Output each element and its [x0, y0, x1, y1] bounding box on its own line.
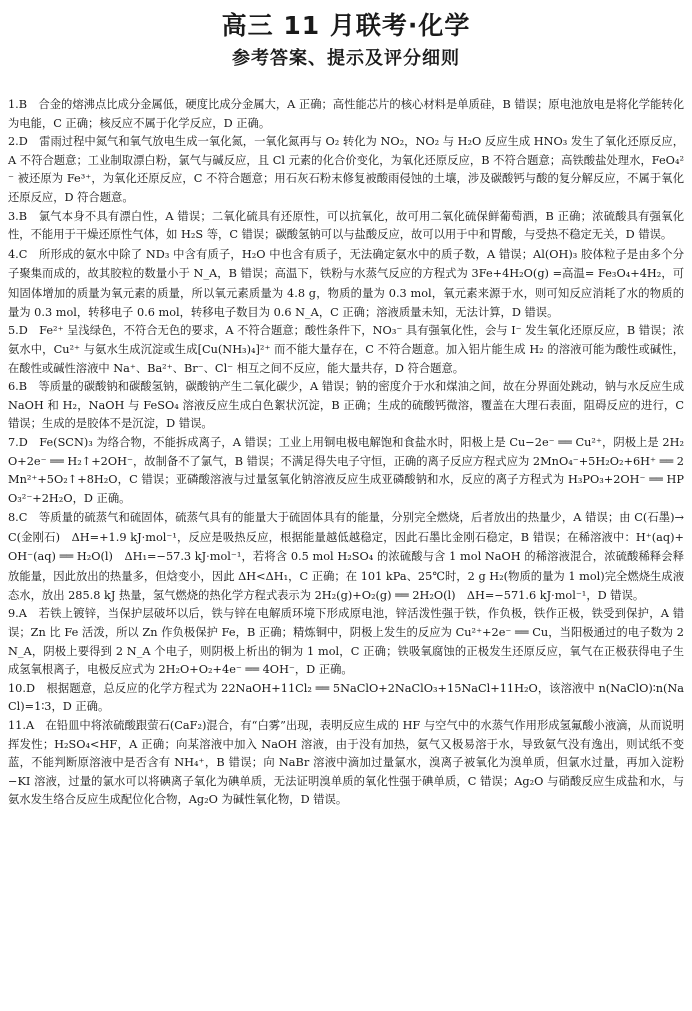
answer-item-8: 8.C 等质量的硫蒸气和硫固体，硫蒸气具有的能量大于硫固体具有的能量，分别完全燃烧，后者放出的热量少，A 错误；由 C(石墨)→C(金刚石) ΔH=+1.9 kJ·mol⁻¹，反应是吸热反应，根据能量越低越稳定，因此石墨比金刚石稳定，B 错误；在稀溶液中：H⁺(aq)+OH⁻(aq) ══ H₂O(l) ΔH₁=−57.3 kJ·mol⁻¹，若将含 0.5 mol H₂SO₄ 的浓硫酸与含 1 mol NaOH 的稀溶液混合，浓硫酸稀释会释放能量，因此放出的热量多，但焓变小，因此 ΔH<ΔH₁，C 正确；在 101 kPa、25℃时，2 g H₂(物质的量为 1 mol)完全燃烧生成液态水，放出 285.8 kJ 热量，氢气燃烧的热化学方程式表示为 2H₂(g)+O₂(g) ══ 2H₂O(l) ΔH=−571.6 kJ·mol⁻¹，D 错误。 — [8, 511, 684, 602]
answer-list — [8, 96, 684, 810]
answer-item-6: 6.B 等质量的碳酸钠和碳酸氢钠，碳酸钠产生二氧化碳少，A 错误；钠的密度介于水和煤油之间，故在分界面处跳动，钠与水反应生成 NaOH 和 H₂，NaOH 与 FeSO₄ 溶液反应生成白色絮状沉淀，B 正确；生成的硫酸钙微溶，覆盖在大理石表面，阻碍反应的进行，C 错误；生成的是胶体不是沉淀，D 错误。 — [8, 380, 684, 431]
document-subtitle: 参考答案、提示及评分细则 — [232, 48, 460, 69]
document-title: 高三 11 月联考·化学 — [221, 11, 471, 40]
answer-item-3: 3.B 氯气本身不具有漂白性，A 错误；二氧化硫具有还原性，可以抗氧化，故可用二氧化硫保鲜葡萄酒，B 正确；浓硫酸具有强氧化性，不能用于干燥还原性气体，如 H₂S 等，C 错误；碳酸氢钠可以与盐酸反应，故可以用于中和胃酸，与受热不稳定无关，D 错误。 — [8, 209, 684, 242]
answer-item-10: 10.D 根据题意，总反应的化学方程式为 22NaOH+11Cl₂ ══ 5NaClO+2NaClO₃+15NaCl+11H₂O，该溶液中 n(NaClO)∶n(NaCl)=1∶3，D 正确。 — [8, 681, 684, 714]
answer-item-4: 4.C 所形成的氨水中除了 ND₃ 中含有质子，H₂O 中也含有质子，无法确定氨水中的质子数，A 错误；Al(OH)₃ 胶体粒子是由多个分子聚集而成的，故其胶粒的数量小于 N_A，B 错误；高温下，铁粉与水蒸气反应的方程式为 3Fe+4H₂O(g) =高温= Fe₃O₄+4H₂，可知固体增加的质量为氧元素的质量，所以氧元素质量为 4.8 g，物质的量为 0.3 mol，氧元素来源于水，则可知反应消耗了水的物质的量为 0.3 mol，转移电子 0.6 mol，转移电子数目为 0.6 N_A，C 正确；溶液质量未知，无法计算，D 错误。 — [8, 247, 684, 319]
answer-item-9: 9.A 若铁上镀锌，当保护层破坏以后，铁与锌在电解质环境下形成原电池，锌活泼性强于铁，作负极，铁作正极，铁受到保护，A 错误；Zn 比 Fe 活泼，所以 Zn 作负极保护 Fe，B 正确；精炼铜中，阴极上发生的反应为 Cu²⁺+2e⁻ ══ Cu，当阳极通过的电子数为 2 N_A，阴极上要得到 2 N_A 个电子，则阴极上析出的铜为 1 mol，C 正确；铁吸氧腐蚀的正极发生还原反应，氧气在正极获得电子生成氢氧根离子，电极反应式为 2H₂O+O₂+4e⁻ ══ 4OH⁻，D 正确。 — [8, 607, 684, 677]
answer-item-7: 7.D Fe(SCN)₃ 为络合物，不能拆成离子，A 错误；工业上用铜电极电解饱和食盐水时，阳极上是 Cu−2e⁻ ══ Cu²⁺，阴极上是 2H₂O+2e⁻ ══ H₂↑+2OH⁻，故制备不了氯气，B 错误；不满足得失电子守恒，正确的离子反应方程式应为 2MnO₄⁻+5H₂O₂+6H⁺ ══ 2Mn²⁺+5O₂↑+8H₂O，C 错误；亚磷酸溶液与过量氢氧化钠溶液反应生成亚磷酸钠和水，反应的离子方程式为 H₃PO₃+2OH⁻ ══ HPO₃²⁻+2H₂O，D 正确。 — [8, 435, 684, 505]
answer-item-1: 1.B 合金的熔沸点比成分金属低，硬度比成分金属大，A 正确；高性能芯片的核心材料是单质硅，B 错误；原电池放电是将化学能转化为电能，C 正确；核反应不属于化学反应，D 正确。 — [8, 98, 684, 130]
answer-item-2: 2.D 雷雨过程中氮气和氧气放电生成一氧化氮，一氧化氮再与 O₂ 转化为 NO₂，NO₂ 与 H₂O 反应生成 HNO₃ 发生了氧化还原反应，A 不符合题意；工业制取漂白粉，氯气与碱反应，且 Cl 元素的化合价变化，为氧化还原反应，B 不符合题意；高铁酸盐处理水，FeO₄²⁻ 被还原为 Fe³⁺，为氧化还原反应，C 不符合题意；用石灰石粉末修复被酸雨侵蚀的土壤，涉及碳酸钙与酸的复分解反应，不属于氧化还原反应，D 符合题意。 — [8, 135, 684, 204]
answer-item-11: 11.A 在铅皿中将浓硫酸跟萤石(CaF₂)混合，有“白雾”出现，表明反应生成的 HF 与空气中的水蒸气作用形成氢氟酸小液滴，从而说明挥发性；H₂SO₄<HF，A 正确；向某溶液中加入 NaOH 溶液，由于没有加热，氨气又极易溶于水，导致氨气没有逸出，则试纸不变蓝，不能判断原溶液中是否含有 NH₄⁺，B 错误；向 NaBr 溶液中滴加过量氯水，溴离子被氧化为溴单质，但氯水过量，再加入淀粉−KI 溶液，过量的氯水可以将碘离子氧化为碘单质，无法证明溴单质的氧化性强于碘单质，C 错误；Ag₂O 与硝酸反应生成盐和水，与氨水发生络合反应生成配位化合物，Ag₂O 为碱性氧化物，D 错误。 — [8, 718, 684, 807]
answer-item-5: 5.D Fe²⁺ 呈浅绿色，不符合无色的要求，A 不符合题意；酸性条件下，NO₃⁻ 具有强氧化性，会与 I⁻ 发生氧化还原反应，B 错误；浓氨水中，Cu²⁺ 与氨水生成沉淀或生成[Cu(NH₃)₄]²⁺ 而不能大量存在，C 不符合题意。加入铝片能生成 H₂ 的溶液可能为酸性或碱性，在酸性或碱性溶液中 Na⁺、Ba²⁺、Br⁻、Cl⁻ 相互之间不反应，能大量共存，D 符合题意。 — [8, 324, 684, 375]
